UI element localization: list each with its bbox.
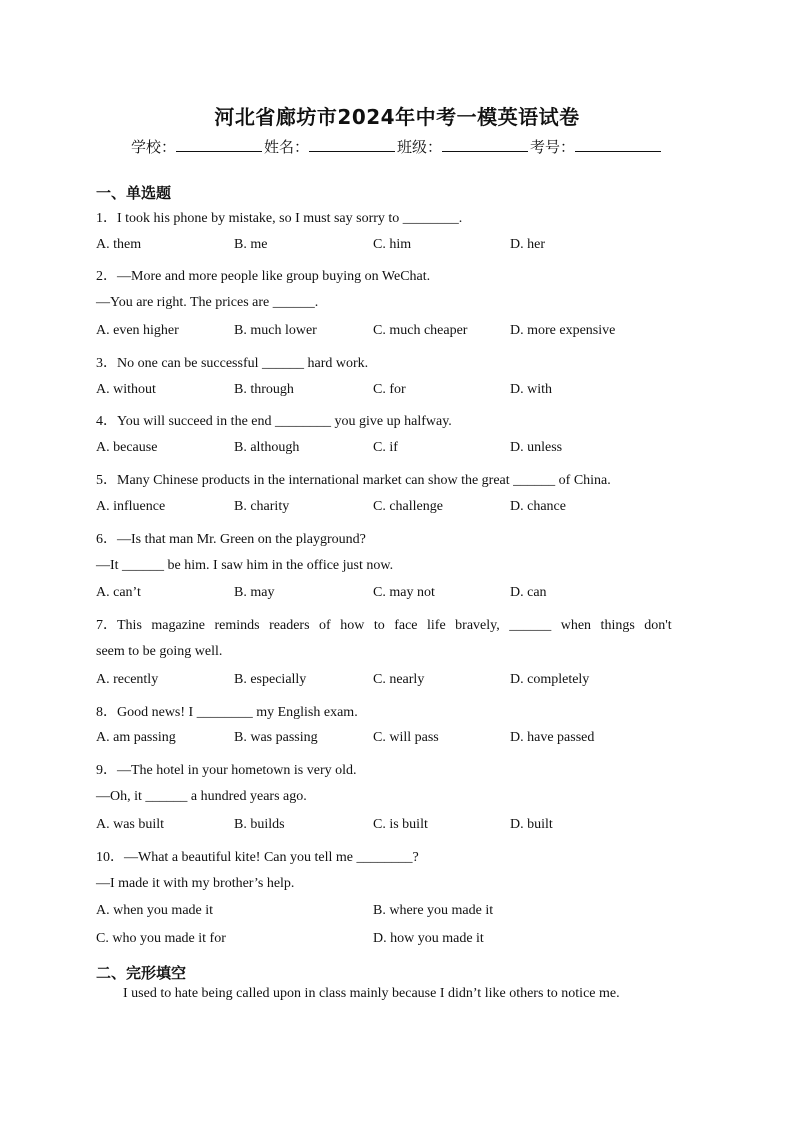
option-b[interactable]: B. where you made it — [373, 903, 494, 918]
option-c[interactable]: C. for — [373, 382, 406, 397]
option-a[interactable]: A. because — [96, 440, 158, 455]
question-7-options — [96, 672, 716, 690]
option-b[interactable]: B. although — [234, 440, 300, 455]
question-1-stem: 1．I took his phone by mistake, so I must say sorry to ________. — [96, 211, 463, 226]
question-2-options — [96, 323, 716, 341]
question-8-options — [96, 730, 716, 748]
option-d[interactable]: D. completely — [510, 672, 590, 687]
option-c[interactable]: C. him — [373, 237, 412, 252]
question-4-stem: 4．You will succeed in the end ________ you give up halfway. — [96, 414, 452, 429]
option-b[interactable]: B. especially — [234, 672, 307, 687]
option-c[interactable]: C. is built — [373, 817, 428, 832]
option-a[interactable]: A. when you made it — [96, 903, 214, 918]
question-7-stem-line-2: seem to be going well. — [96, 644, 223, 659]
student-info-line — [0, 136, 794, 157]
option-d[interactable]: D. built — [510, 817, 553, 832]
option-d[interactable]: D. have passed — [510, 730, 595, 745]
option-a[interactable]: A. influence — [96, 499, 166, 514]
name-label: 姓名： — [263, 138, 309, 156]
question-5-stem: 5．Many Chinese products in the international market can show the great ______ of China. — [96, 473, 611, 488]
question-4-options — [96, 440, 716, 458]
option-a[interactable]: A. recently — [96, 672, 159, 687]
option-c[interactable]: C. who you made it for — [96, 931, 226, 946]
class-label: 班级： — [397, 138, 443, 156]
class-blank[interactable] — [442, 137, 528, 152]
option-d[interactable]: D. with — [510, 382, 552, 397]
question-6-stem-line-2: —It ______ be him. I saw him in the office just now. — [96, 558, 394, 573]
question-6-stem: 6．—Is that man Mr. Green on the playground? — [96, 532, 366, 547]
option-c[interactable]: C. challenge — [373, 499, 443, 514]
option-a[interactable]: A. even higher — [96, 323, 179, 338]
option-d[interactable]: D. unless — [510, 440, 563, 455]
question-9-stem-line-2: —Oh, it ______ a hundred years ago. — [96, 789, 307, 804]
option-c[interactable]: C. will pass — [373, 730, 439, 745]
option-b[interactable]: B. much lower — [234, 323, 317, 338]
option-b[interactable]: B. through — [234, 382, 294, 397]
option-b[interactable]: B. was passing — [234, 730, 318, 745]
question-10-options-row-1 — [96, 903, 716, 921]
cloze-passage: I used to hate being called upon in class mainly because I didn’t like others to notice me. — [123, 986, 620, 1001]
option-b[interactable]: B. charity — [234, 499, 290, 514]
question-2-stem: 2．—More and more people like group buying on WeChat. — [96, 269, 431, 284]
section-heading-single-choice: 一、单选题 — [96, 184, 172, 202]
option-a[interactable]: A. can’t — [96, 585, 141, 600]
question-3-options — [96, 382, 716, 400]
question-7-stem: 7．This magazine reminds readers of how to face life bravely, ______ when things don't — [96, 618, 672, 633]
number-blank[interactable] — [575, 137, 661, 152]
option-d[interactable]: D. her — [510, 237, 545, 252]
option-a[interactable]: A. without — [96, 382, 156, 397]
name-blank[interactable] — [309, 137, 395, 152]
question-6-options — [96, 585, 716, 603]
option-c[interactable]: C. if — [373, 440, 398, 455]
option-b[interactable]: B. may — [234, 585, 275, 600]
page-title: 河北省廊坊市2024年中考一模英语试卷 — [214, 105, 580, 129]
option-a[interactable]: A. was built — [96, 817, 165, 832]
question-9-options — [96, 817, 716, 835]
school-blank[interactable] — [176, 137, 262, 152]
question-10-stem-line-2: —I made it with my brother’s help. — [96, 876, 295, 891]
question-5-options — [96, 499, 716, 517]
option-b[interactable]: B. builds — [234, 817, 285, 832]
section-heading-cloze: 二、完形填空 — [96, 964, 187, 982]
option-c[interactable]: C. much cheaper — [373, 323, 468, 338]
question-8-stem: 8．Good news! I ________ my English exam. — [96, 705, 358, 720]
question-10-options-row-2 — [96, 931, 716, 949]
option-c[interactable]: C. nearly — [373, 672, 425, 687]
option-c[interactable]: C. may not — [373, 585, 435, 600]
question-3-stem: 3．No one can be successful ______ hard work. — [96, 356, 369, 371]
question-10-stem: 10．—What a beautiful kite! Can you tell me ________? — [96, 850, 419, 865]
option-a[interactable]: A. am passing — [96, 730, 176, 745]
question-2-stem-line-2: —You are right. The prices are ______. — [96, 295, 319, 310]
option-d[interactable]: D. can — [510, 585, 547, 600]
option-a[interactable]: A. them — [96, 237, 142, 252]
school-label: 学校： — [130, 138, 176, 156]
option-d[interactable]: D. more expensive — [510, 323, 616, 338]
question-9-stem: 9．—The hotel in your hometown is very old. — [96, 763, 357, 778]
option-d[interactable]: D. how you made it — [373, 931, 484, 946]
number-label: 考号： — [530, 138, 576, 156]
option-b[interactable]: B. me — [234, 237, 268, 252]
question-1-options — [96, 237, 716, 255]
option-d[interactable]: D. chance — [510, 499, 566, 514]
